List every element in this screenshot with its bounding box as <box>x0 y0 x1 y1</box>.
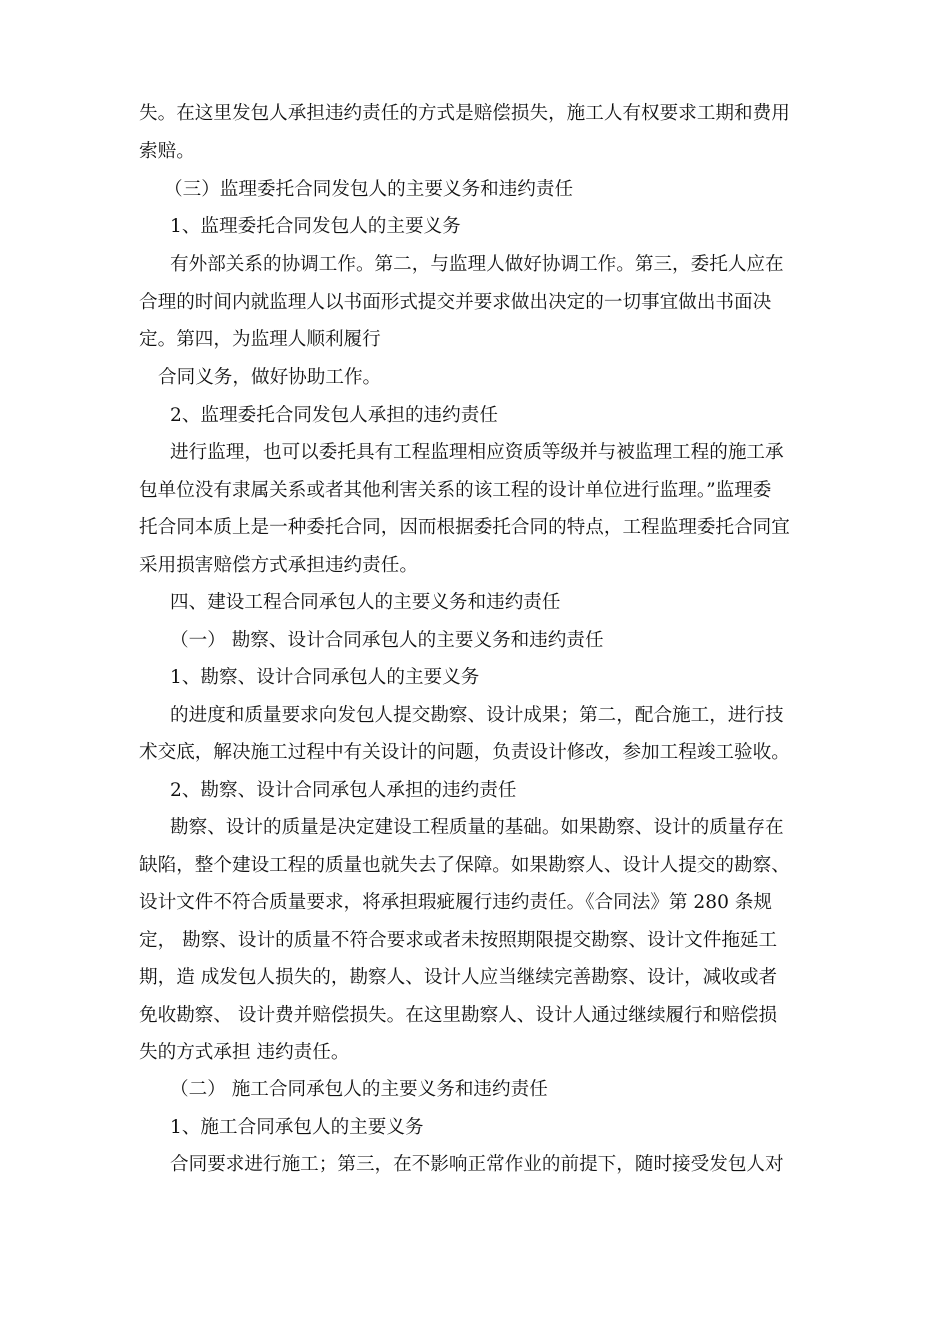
text-line: 有外部关系的协调工作。第二，与监理人做好协调工作。第三，委托人应在 <box>170 254 784 275</box>
section-heading: 四、建设工程合同承包人的主要义务和违约责任 <box>170 592 561 613</box>
subsection-heading: 2、监理委托合同发包人承担的违约责任 <box>170 405 498 426</box>
text-line: 索赔。 <box>139 141 195 162</box>
subsection-heading: 1、施工合同承包人的主要义务 <box>170 1117 424 1138</box>
text-line: 定。第四，为监理人顺利履行 <box>139 329 381 350</box>
section-heading: （三）监理委托合同发包人的主要义务和违约责任 <box>164 179 574 200</box>
text-line: 合理的时间内就监理人以书面形式提交并要求做出决定的一切事宜做出书面决 <box>139 292 772 313</box>
text-line: 采用损害赔偿方式承担违约责任。 <box>139 555 418 576</box>
subsection-heading: 1、勘察、设计合同承包人的主要义务 <box>170 667 480 688</box>
subsection-heading: 2、勘察、设计合同承包人承担的违约责任 <box>170 780 517 801</box>
text-line: 免收勘察、 设计费并赔偿损失。在这里勘察人、设计人通过继续履行和赔偿损 <box>139 1005 778 1026</box>
subsection-heading: 1、监理委托合同发包人的主要义务 <box>170 216 461 237</box>
text-line: 定， 勘察、设计的质量不符合要求或者未按照期限提交勘察、设计文件拖延工 <box>139 930 778 951</box>
text-line: 勘察、设计的质量是决定建设工程质量的基础。如果勘察、设计的质量存在 <box>170 817 784 838</box>
text-line: 术交底，解决施工过程中有关设计的问题，负责设计修改，参加工程竣工验收。 <box>139 742 790 763</box>
text-line: 失。在这里发包人承担违约责任的方式是赔偿损失，施工人有权要求工期和费用 <box>139 103 790 124</box>
section-heading: （二） 施工合同承包人的主要义务和违约责任 <box>170 1079 548 1100</box>
text-line: 失的方式承担 违约责任。 <box>139 1042 350 1063</box>
text-line: 合同义务，做好协助工作。 <box>158 367 382 388</box>
text-line: 设计文件不符合质量要求，将承担瑕疵履行违约责任。《合同法》第 280 条规 <box>139 892 773 913</box>
section-heading: （一） 勘察、设计合同承包人的主要义务和违约责任 <box>170 630 604 651</box>
text-line: 合同要求进行施工；第三，在不影响正常作业的前提下，随时接受发包人对 <box>170 1154 784 1175</box>
text-line: 期，造 成发包人损失的，勘察人、设计人应当继续完善勘察、设计，减收或者 <box>139 967 778 988</box>
text-line: 进行监理，也可以委托具有工程监理相应资质等级并与被监理工程的施工承 <box>170 442 784 463</box>
text-line: 的进度和质量要求向发包人提交勘察、设计成果；第二，配合施工，进行技 <box>170 705 784 726</box>
text-line: 缺陷，整个建设工程的质量也就失去了保障。如果勘察人、设计人提交的勘察、 <box>139 855 790 876</box>
text-line: 托合同本质上是一种委托合同，因而根据委托合同的特点，工程监理委托合同宜 <box>139 517 790 538</box>
text-line: 包单位没有隶属关系或者其他利害关系的该工程的设计单位进行监理。”监理委 <box>139 480 772 501</box>
